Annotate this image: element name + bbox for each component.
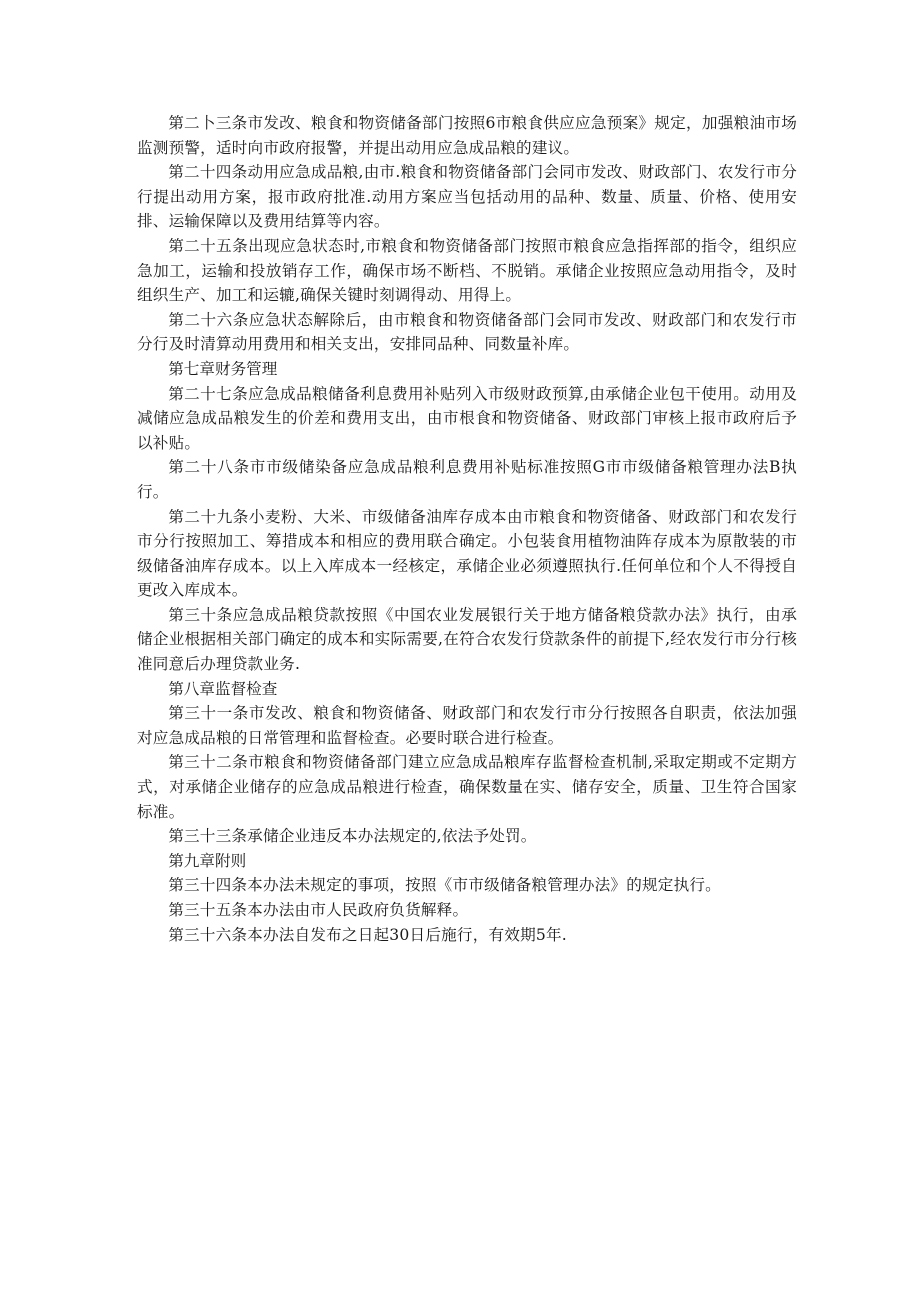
article-35: 第三十五条本办法由市人民政府负货解释。 — [168, 901, 469, 919]
article-32: 第三十二条市粮食和物资储备部门建立应急成品粮库存监督检查机制,采取定期或不定期方式，对承储企业储存的应急成品粮进行检查，确保数量在实、储存安全，质量、卫生符合国家标准。 — [137, 753, 797, 821]
article-34: 第三十四条本办法未规定的事项，按照《市市级储备粮管理办法》的规定执行。 — [168, 876, 721, 895]
article-26: 第二十六条应急状态解除后，由市粮食和物资储备部门会同市发改、财政部门和农发行市分行及时清算动用费用和相关支出，安排同品种、同数量补库。 — [137, 310, 797, 354]
chapter-9-heading: 第九章附则 — [168, 851, 247, 870]
chapter-8-heading: 第八章监督检查 — [168, 679, 278, 698]
document-body — [137, 111, 797, 947]
article-33: 第三十三条承储企业违反本办法规定的,依法予处罚。 — [168, 827, 537, 846]
article-28: 第二十八条市市级储染备应急成品粮利息费用补贴标准按照G市市级储备粮管理办法B执行。 — [137, 458, 797, 501]
article-29: 第二十九条小麦粉、大米、市级储备油库存成本由市粮食和物资储备、财政部门和农发行市分行按照加工、筹措成本和相应的费用联合确定。小包装食用植物油阵存成本为原散装的市级储备油库存成本。以上入库成本一经核定，承储企业必须遵照执行.任何单位和个人不得授自更改入库成本。 — [137, 507, 797, 600]
chapter-7-heading: 第七章财务管理 — [168, 359, 278, 378]
article-31: 第三十一条市发改、粮食和物资储备、财政部门和农发行市分行按照各自职责，依法加强对应急成品粮的日常管理和监督检查。必要时联合进行检查。 — [137, 704, 797, 747]
article-24: 第二十四条动用应急成品粮,由市.粮食和物资储备部门会同市发改、财政部门、农发行市分行提出动用方案，报市政府批准.动用方案应当包括动用的品种、数量、质量、价格、使用安排、运输保障以及费用结算等内容。 — [137, 163, 797, 231]
article-27: 第二十七条应急成品粮储备利息费用补贴列入市级财政预算,由承储企业包干使用。动用及减储应急成品粮发生的价差和费用支出，由市根食和物资储备、财政部门审核上报市政府后予以补贴。 — [137, 384, 797, 452]
article-30: 第三十条应急成品粮贷款按照《中国农业发展银行关于地方储备粮贷款办法》执行，由承储企业根据相关部门确定的成本和实际需要,在符合农发行贷款条件的前提下,经农发行市分行核准同意后办理贷款业务. — [137, 605, 797, 674]
article-23: 第二卜三条市发改、粮食和物资储备部门按照6市粮食供应应急预案》规定，加强粮油市场监测预警，适时向市政府报警，并提出动用应急成品粮的建议。 — [137, 114, 797, 157]
article-25: 第二十五条出现应急状态时,市粮食和物资储备部门按照市粮食应急指挥部的指令，组织应急加工，运输和投放销存工作，确保市场不断档、不脱销。承储企业按照应急动用指令，及时组织生产、加工和运辘,确保关键时刻调得动、用得上。 — [137, 236, 797, 305]
article-36: 第三十六条本办法自发布之日起30日后施行，有效期5年. — [168, 925, 567, 944]
